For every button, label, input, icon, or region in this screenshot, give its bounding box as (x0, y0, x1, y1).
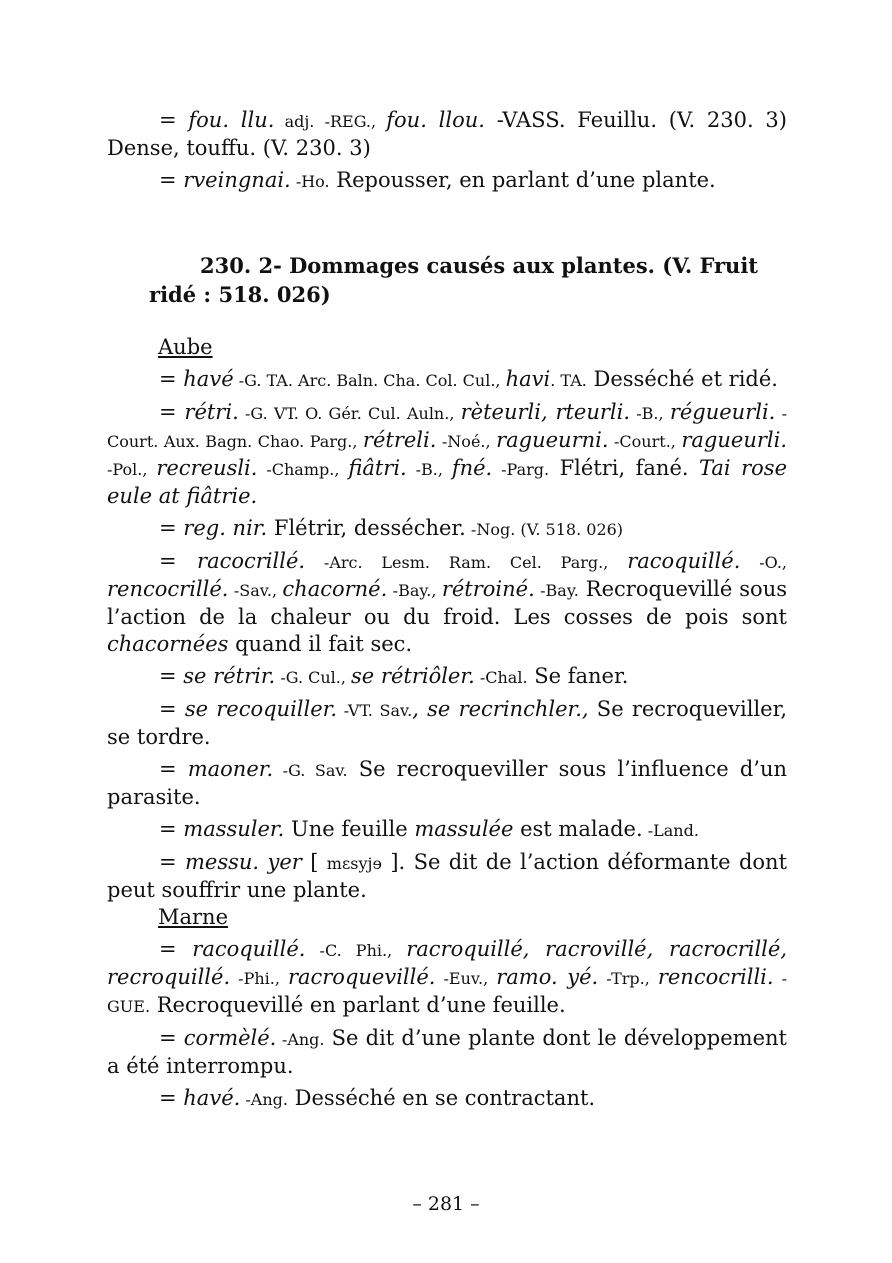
definition: -VASS. Feuillu. (V. 230. 3) Dense, touffu. (V. 230. 3) (107, 108, 787, 160)
headword: se recoquiller. (184, 697, 338, 721)
headword: racoquillé. (627, 549, 741, 573)
locality-abbrev: -Trp., (598, 969, 658, 988)
entry-text: = (159, 757, 188, 781)
headword: chacorné. (282, 577, 388, 601)
page-number: – 281 – (412, 1193, 480, 1215)
locality-abbrev: -Chal. (474, 668, 528, 687)
headword: rétroiné. (441, 577, 535, 601)
entry-text: [ (301, 850, 327, 874)
headword: fné. (451, 456, 493, 480)
headword: fiâtri. (348, 456, 407, 480)
headword: se rétrir. (183, 664, 276, 688)
entry-retri (107, 399, 787, 510)
definition: Recroquevillé en parlant d’une feuille. (150, 993, 566, 1017)
definition: Flétri, fané. (549, 456, 700, 480)
headword: havé (183, 367, 234, 391)
locality-abbrev: -G. VT. O. Gér. Cul. Auln., (238, 404, 461, 423)
locality-abbrev: -Land. (642, 821, 699, 840)
definition: Flétrir, dessécher. (267, 516, 466, 540)
headword: racocrillé. (197, 549, 306, 573)
headword: havi (505, 367, 551, 391)
headword: havé. (183, 1086, 241, 1110)
headword: rencocrillé. (107, 577, 229, 601)
definition: Desséché en se contractant. (287, 1086, 596, 1110)
headword: racoquillé. (192, 937, 306, 961)
headword: reg. nir. (183, 516, 268, 540)
entry-maoner (107, 756, 787, 811)
headword: ramo. yé. (496, 965, 599, 989)
entry-text: = (159, 400, 185, 424)
locality-abbrev: -C. Phi., (305, 941, 407, 960)
entry-messu-yer (107, 849, 787, 904)
locality-abbrev: -Bay. (534, 581, 579, 600)
entry-cormele (107, 1025, 787, 1080)
locality-abbrev: -Nog. (V. 518. 026) (465, 520, 624, 539)
entry-racoquille (107, 936, 787, 1020)
locality-abbrev: -Bay., (387, 581, 442, 600)
locality-abbrev: -Champ., (257, 460, 349, 479)
locality-abbrev: -Parg. (492, 460, 550, 479)
definition: est malade. (513, 817, 643, 841)
entry-massuler (107, 816, 787, 844)
headword: racroquevillé. (287, 965, 436, 989)
locality-abbrev: -Phi., (230, 969, 288, 988)
headword: ragueurli. (681, 428, 788, 452)
entry-have (107, 366, 787, 394)
headword: massulée (414, 817, 514, 841)
locality-abbrev: -B., (406, 460, 452, 479)
section-heading: 230. 2- Dommages causés aux plantes. (V. Fruit ridé : 518. 026) (149, 253, 758, 307)
headword: maoner. (187, 757, 274, 781)
entry-se-retrir (107, 663, 787, 691)
entry-rveingnai (107, 167, 787, 195)
locality-abbrev: -G. Sav. (273, 761, 348, 780)
entry-text: = (159, 1026, 184, 1050)
locality-abbrev: -Court., (608, 432, 682, 451)
locality-abbrev: -Pol., (107, 460, 157, 479)
phonetic-transcription: mɛsyjɘ (326, 854, 382, 873)
previous-section-tail (107, 107, 787, 195)
definition: Repousser, en parlant d’une plante. (329, 168, 716, 192)
headword: rétreli. (362, 428, 437, 452)
headword: rencocrilli. (657, 965, 774, 989)
locality-abbrev: . TA. (550, 371, 587, 390)
headword: rétri. (184, 400, 239, 424)
entry-racocrille (107, 548, 787, 658)
definition: Se dit d’une plante dont le développement a été interrompu. (107, 1026, 787, 1078)
section-body (107, 334, 787, 1113)
definition: Recroquevillé sous l’action de la chaleur ou du froid. Les cosses de pois sont (107, 577, 787, 629)
headword: se rétriôler. (351, 664, 475, 688)
region-heading-aube: Aube (158, 335, 213, 359)
region-heading-marne: Marne (158, 905, 229, 929)
definition: Se recroqueviller, se tordre. (107, 697, 787, 749)
definition: Une feuille (284, 817, 415, 841)
definition: ]. Se dit de l’action déformante dont peut souffrir une plante. (107, 850, 788, 902)
headword: régueurli. (669, 400, 776, 424)
locality-abbrev: -Arc. Lesm. Ram. Cel. Parg., (305, 553, 628, 572)
entry-text: = (159, 108, 189, 132)
entry-have-marne (107, 1085, 787, 1113)
locality-abbrev: -Euv., (435, 969, 497, 988)
entry-text: = (159, 817, 184, 841)
headword: ragueurni. (496, 428, 609, 452)
headword: fou. llu. (188, 108, 275, 132)
locality-abbrev: -B., (630, 404, 670, 423)
headword: cormèlé. (183, 1026, 277, 1050)
definition: Desséché et ridé. (586, 367, 778, 391)
definition: Se recroqueviller sous l’influence d’un parasite. (107, 757, 787, 809)
locality-abbrev: -O., (740, 553, 787, 572)
entry-text: = (159, 850, 185, 874)
entry-se-recoquiller (107, 696, 787, 751)
headword: racroquillé, racrovillé, racrocrillé, recroquillé. (107, 937, 787, 989)
entry-text: = (159, 1086, 184, 1110)
entry-text: = (159, 664, 184, 688)
locality-abbrev: -VT. Sav. (337, 701, 413, 720)
entry-reg-nir (107, 515, 787, 543)
entry-text: = (159, 937, 193, 961)
locality-abbrev: -G. Cul., (275, 668, 352, 687)
entry-text: = (159, 168, 184, 192)
entry-text: = (159, 549, 198, 573)
locality-abbrev: -GUE. (107, 969, 788, 1016)
locality-abbrev: -G. TA. Arc. Baln. Cha. Col. Cul., (233, 371, 506, 390)
locality-abbrev: -Ang. (240, 1090, 288, 1109)
definition: Se faner. (527, 664, 629, 688)
locality-abbrev: -Ho. (290, 172, 330, 191)
headword: , se recrinchler., (412, 697, 589, 721)
headword: recreusli. (156, 456, 258, 480)
headword: massuler. (183, 817, 285, 841)
headword: fou. llou. (386, 108, 485, 132)
headword: messu. yer (184, 850, 302, 874)
locality-abbrev: -Ang. (276, 1030, 325, 1049)
entry-text: = (159, 367, 184, 391)
entry-text: = (159, 697, 185, 721)
headword: rveingnai. (183, 168, 291, 192)
example-sentence: Tai rose eule at fiâtrie. (107, 456, 788, 508)
locality-abbrev: adj. -REG., (274, 112, 387, 131)
locality-abbrev: -Noé., (436, 432, 497, 451)
entry-text: = (159, 516, 184, 540)
locality-abbrev: -Sav., (228, 581, 283, 600)
locality-abbrev: -Court. Aux. Bagn. Chao. Parg., (107, 404, 787, 451)
headword: rèteurli, rteurli. (460, 400, 631, 424)
entry-fou-llu (107, 107, 787, 162)
definition: quand il fait sec. (228, 632, 413, 656)
headword: chacornées (107, 632, 229, 656)
